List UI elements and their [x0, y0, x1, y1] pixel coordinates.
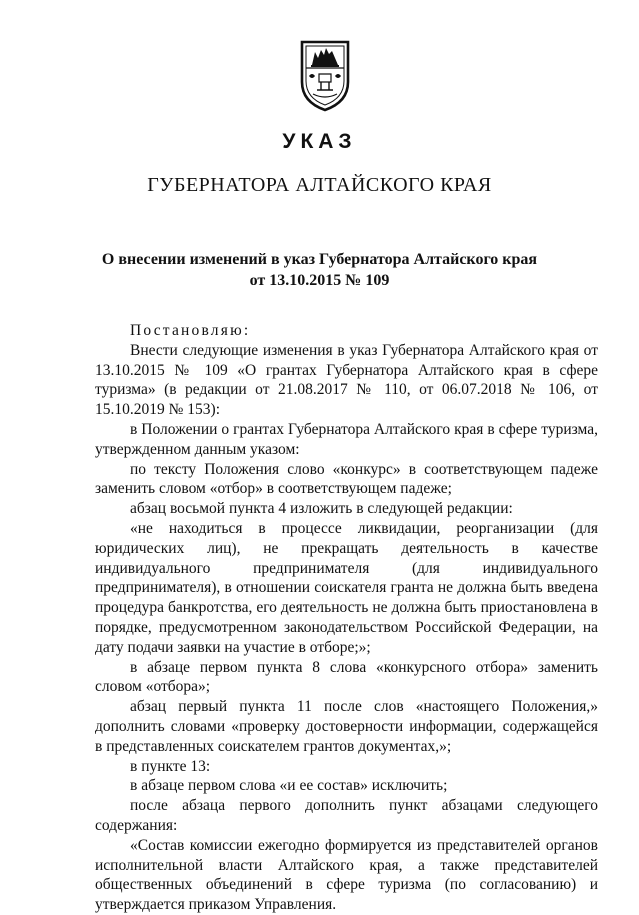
paragraph: в абзаце первом слова «и ее состав» исключить; — [130, 777, 448, 795]
paragraph: абзац первый пункта 11 после слов «настоящего Положения,» дополнить словами «проверку достоверности информации, содержащейся в представленных соискателем грантов документах,»; — [95, 698, 598, 755]
document-title: УКАЗ — [282, 130, 357, 153]
paragraph: «не находиться в процессе ликвидации, реорганизации (для юридических лиц), не прекращать деятельность в качестве индивидуального предпринимателя (для индивидуального предпринимателя), в отношении соискателя гранта не должна быть введена процедура банкротства, его деятельность не должна быть приостановлена в порядке, предусмотренном законодательством Российской Федерации, на дату подачи заявки на участие в отборе;»; — [95, 519, 598, 656]
paragraph: в Положении о грантах Губернатора Алтайского края в сфере туризма, утвержденном данным указом: — [95, 420, 598, 458]
paragraph: абзац восьмой пункта 4 изложить в следующей редакции: — [130, 500, 513, 518]
document-subject — [0, 249, 639, 291]
paragraph: по тексту Положения слово «конкурс» в соответствующем падеже заменить словом «отбор» в соответствующем падеже; — [95, 460, 598, 498]
paragraph: после абзаца первого дополнить пункт абзацами следующего содержания: — [95, 797, 598, 834]
coat-of-arms-icon — [299, 38, 351, 112]
subject-line-1: О внесении изменений в указ Губернатора Алтайского края — [101, 251, 538, 268]
subject-line-2: от 13.10.2015 № 109 — [249, 272, 390, 289]
paragraph: в абзаце первом пункта 8 слова «конкурсного отбора» заменить словом «отбора»; — [95, 658, 598, 696]
document-issuer: ГУБЕРНАТОРА АЛТАЙСКОГО КРАЯ — [147, 174, 492, 196]
paragraph: «Состав комиссии ежегодно формируется из представителей органов исполнительной власти Алтайского края, а также представителей общественных объединений в сфере туризма (по согласованию) и утверждается приказом Управления. — [95, 836, 598, 914]
paragraph: в пункте 13: — [130, 757, 211, 775]
paragraph: Внести следующие изменения в указ Губернатора Алтайского края от 13.10.2015 № 109 «О грантах Губернатора Алтайского края в сфере туризма» (в редакции от 21.08.2017 № 110, от 06.07.2018 № 106, от 15.10.2019 № 153): — [95, 341, 598, 419]
paragraph-resolve: Постановляю: — [130, 322, 251, 339]
document-body — [95, 321, 598, 915]
